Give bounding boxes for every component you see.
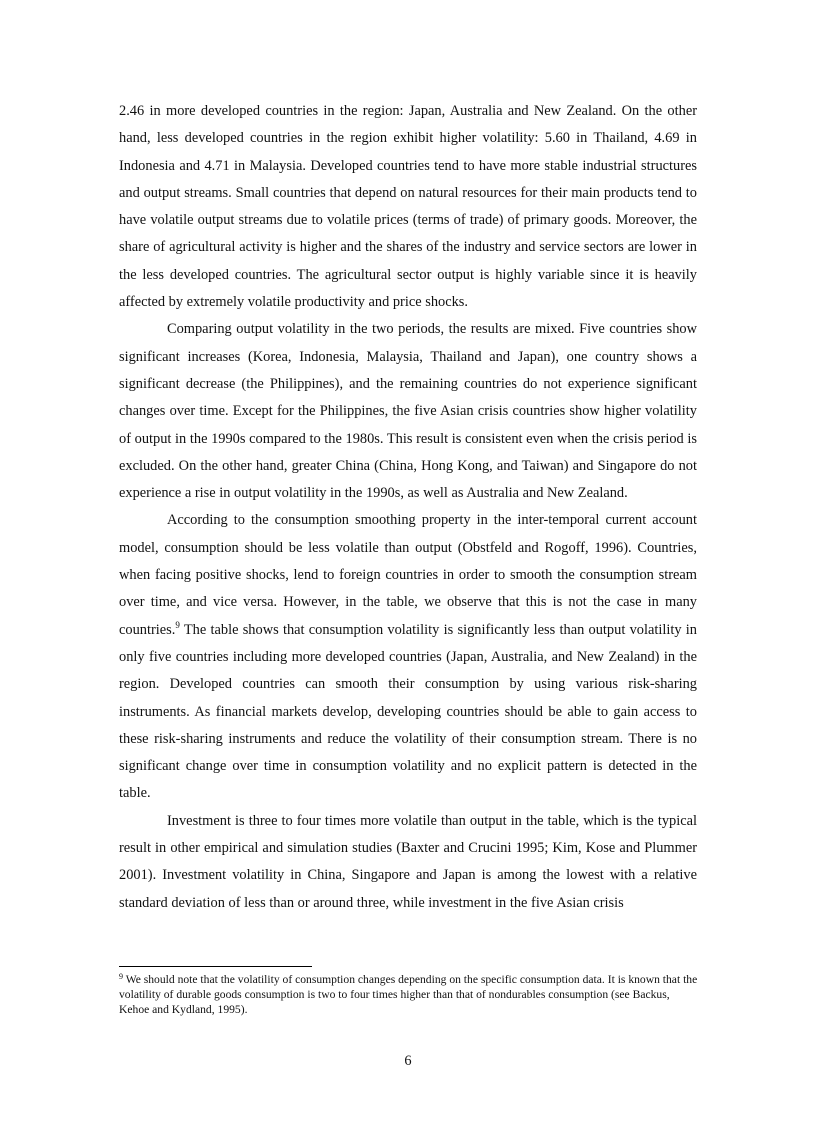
paragraph-3-text-after: The table shows that consumption volatility is significantly less than output volatility in only five countries including more developed countries (Japan, Australia, and New Zealand) in the region. Developed countries can smooth their consumption by using various risk-sharing instruments. As financial markets develop, developing countries should be able to gain access to these risk-sharing instruments and reduce the volatility of their consumption stream. There is no significant change over time in consumption volatility and no explicit pattern is detected in the table. — [119, 621, 697, 802]
paragraph-3-text-before: According to the consumption smoothing property in the inter-temporal current account model, consumption should be less volatile than output (Obstfeld and Rogoff, 1996). Countries, when facing positive shocks, lend to foreign countries in order to smooth the consumption stream over time, and vice versa. However, in the table, we observe that this is not the case in many countries. — [119, 512, 697, 638]
footnote-divider — [119, 966, 312, 967]
paragraph-2: Comparing output volatility in the two periods, the results are mixed. Five countries show significant increases (Korea, Indonesia, Malaysia, Thailand and Japan), one country shows a significant decrease (the Philippines), and the remaining countries do not experience significant changes over time. Except for the Philippines, the five Asian crisis countries show higher volatility of output in the 1990s compared to the 1980s. This result is consistent even when the crisis period is excluded. On the other hand, greater China (China, Hong Kong, and Taiwan) and Singapore do not experience a rise in output volatility in the 1990s, as well as Australia and New Zealand. — [119, 321, 697, 502]
footnote — [119, 972, 699, 1018]
paragraph-1: 2.46 in more developed countries in the region: Japan, Australia and New Zealand. On the other hand, less developed countries in the region exhibit higher volatility: 5.60 in Thailand, 4.69 in Indonesia and 4.71 in Malaysia. Developed countries tend to have more stable industrial structures and output streams. Small countries that depend on natural resources for their main products tend to have volatile output streams due to volatile prices (terms of trade) of primary goods. Moreover, the share of agricultural activity is higher and the shares of the industry and service sectors are lower in the less developed countries. The agricultural sector output is highly variable since it is heavily affected by extremely volatile productivity and price shocks. — [119, 103, 697, 311]
footnote-text: We should note that the volatility of consumption changes depending on the specific consumption data. It is known that the volatility of durable goods consumption is two to four times higher than that of nondurables consumption (see Backus, Kehoe and Kydland, 1995). — [119, 973, 698, 1017]
paragraph-3 — [119, 507, 697, 807]
paragraph-4: Investment is three to four times more volatile than output in the table, which is the typical result in other empirical and simulation studies (Baxter and Crucini 1995; Kim, Kose and Plummer 2001). Investment volatility in China, Singapore and Japan is among the lowest with a relative standard deviation of less than or around three, while investment in the five Asian crisis — [119, 812, 697, 911]
body-text — [119, 98, 697, 917]
footnote-number: 9 — [119, 972, 123, 981]
page-number: 6 — [404, 1053, 412, 1069]
footnote-reference: 9 — [175, 619, 180, 630]
